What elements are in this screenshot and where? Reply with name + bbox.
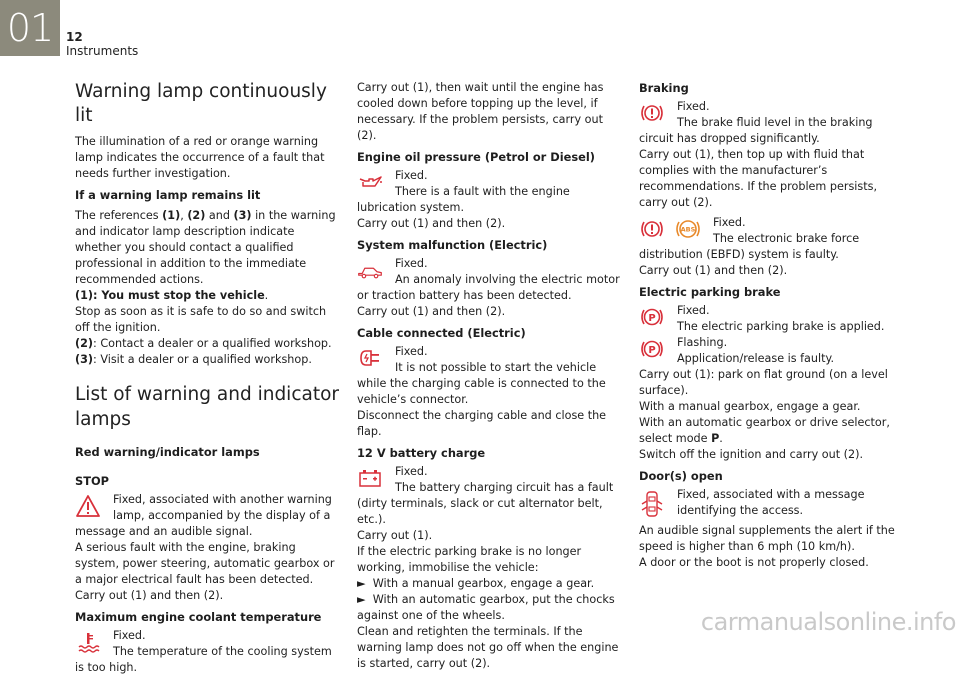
oil-pressure-lamp: Fixed. There is a fault with the engine lubrication system. Carry out (1) and then (2). [357, 169, 570, 230]
coolant-temperature-icon [75, 630, 113, 660]
heading-red-lamps: Red warning/indicator lamps [75, 445, 260, 459]
ebfd-lamp: ABS Fixed. The electronic brake force distribution (EBFD) system is faulty. Carry out (1) and then (2). [639, 216, 860, 277]
column-2 [357, 80, 622, 672]
heading-lamp-list: List of warning and indicator lamps [75, 384, 340, 430]
coolant-lamp: Fixed. The temperature of the cooling system is too high. [75, 629, 332, 674]
parking-brake-icon [639, 305, 677, 335]
brake-abs-icons [639, 217, 713, 247]
brake-warning-icon [639, 217, 665, 241]
abs-icon [675, 217, 701, 241]
ref-2: (2): Contact a dealer or a qualified workshop. [75, 337, 332, 350]
bullet-manual: ► With a manual gearbox, engage a gear. [357, 577, 595, 590]
battery-lamp: Fixed. The battery charging circuit has a fault (dirty terminals, slack or cut alternator belt, etc.). Carry out (1). If the electric parking brake is no longer working, immobilise the vehicle: ► With a manual gearbox, engage a gear. ► With an automatic gearbox, put the chocks against one of the wheels. Clean and retighten the terminals. If the warning lamp does not go off when the engine is started, carry out (2). [357, 464, 622, 672]
parking-brake-icon [639, 337, 677, 367]
coolant-text-continued: Carry out (1), then wait until the engine has cooled down before topping up the level, if necessary. If the problem persists, carry out (2). [357, 81, 604, 142]
car-fault-icon [357, 258, 395, 288]
system-malfunction-lamp: Fixed. An anomaly involving the electric motor or traction battery has been detected. Carry out (1) and then (2). [357, 257, 620, 318]
svg-text:P: P [648, 345, 656, 356]
heading-remains-lit: If a warning lamp remains lit [75, 188, 261, 202]
ref-1: (1): You must stop the vehicle. [75, 289, 269, 302]
svg-text:P: P [648, 313, 656, 324]
parking-brake-flashing: P Flashing. Application/release is faulty. Carry out (1): park on flat ground (on a level surface). With a manual gearbox, engage a gear. With an automatic gearbox or drive selector, select mode P. Switch off the ignition and carry out (2). [639, 336, 890, 461]
warning-triangle-icon [75, 494, 113, 524]
bullet-automatic: ► With an automatic gearbox, put the chocks against one of the wheels. [357, 593, 615, 622]
stop-title: STOP [75, 474, 110, 488]
system-malfunction-title: System malfunction (Electric) [357, 238, 548, 252]
car-doors-open-icon [639, 489, 677, 523]
heading-continuous: Warning lamp continuously lit [75, 81, 327, 126]
column-1 [75, 80, 343, 676]
watermark: carmanualsonline.info [700, 608, 956, 636]
cable-connected-lamp: Fixed. It is not possible to start the vehicle while the charging cable is connected to the vehicle’s connector. Disconnect the charging cable and close the flap. [357, 345, 607, 438]
stop-lamp: Fixed, associated with another warning lamp, accompanied by the display of a message and an audible signal. A serious fault with the engine, braking system, power steering, automatic gearbox or a major electrical fault has been detected. Carry out (1) and then (2). [75, 493, 335, 602]
cable-connected-title: Cable connected (Electric) [357, 326, 526, 340]
chapter-tab: 01 [0, 0, 60, 56]
braking-lamp: Fixed. The brake fluid level in the braking circuit has dropped significantly. Carry out (1), then top up with fluid that complies with the manufacturer’s recommendations. If the problem persists, carry out (2). [639, 100, 878, 209]
chapter-name: Instruments [66, 44, 139, 58]
brake-warning-icon [639, 101, 677, 131]
references-text: The references (1), (2) and (3) in the warning and indicator lamp description indicate whether you should contact a qualified professional in addition to the immediate recommended actions. [75, 209, 336, 286]
ref-3: (3): Visit a dealer or a qualified workshop. [75, 353, 312, 366]
battery-title: 12 V battery charge [357, 446, 486, 460]
doors-open-title: Door(s) open [639, 469, 723, 483]
svg-text:ABS: ABS [680, 225, 695, 234]
oil-pressure-title: Engine oil pressure (Petrol or Diesel) [357, 150, 595, 164]
ref-1-text: Stop as soon as it is safe to do so and switch off the ignition. [75, 305, 327, 334]
braking-title: Braking [639, 81, 689, 95]
oil-can-icon [357, 170, 395, 200]
parking-brake-title: Electric parking brake [639, 285, 781, 299]
page-number: 12 [66, 30, 83, 44]
coolant-title: Maximum engine coolant temperature [75, 610, 322, 624]
column-3 [639, 80, 901, 571]
intro-text: The illumination of a red or orange warning lamp indicates the occurrence of a fault that needs further investigation. [75, 135, 325, 180]
charging-plug-icon [357, 346, 395, 376]
parking-brake-lamp: P Fixed. The electric parking brake is applied. [639, 303, 901, 335]
battery-icon [357, 466, 395, 496]
doors-open-lamp: Fixed, associated with a message identifying the access. An audible signal supplements the alert if the speed is higher than 6 mph (10 km/h). A door or the boot is not properly closed. [639, 488, 895, 569]
